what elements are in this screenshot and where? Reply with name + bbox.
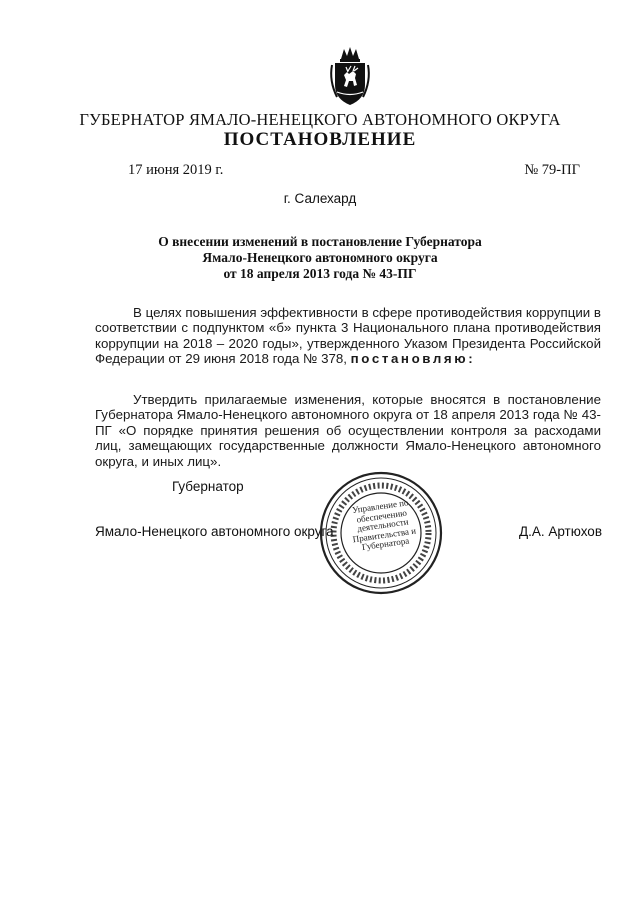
signatory-region: Ямало-Ненецкого автономного округа — [95, 524, 334, 539]
resolve-word: постановляю: — [350, 351, 476, 367]
title-line: О внесении изменений в постановление Губернатора — [158, 234, 482, 249]
title-line: от 18 апреля 2013 года № 43-ПГ — [223, 266, 417, 281]
signatory-title: Губернатор — [172, 479, 244, 494]
title-line: Ямало-Ненецкого автономного округа — [202, 250, 438, 265]
resolution-text: Утвердить прилагаемые изменения, которые вносятся в постановление Губернатора Ямало-Ненецкого автономного округа от 18 апреля 2013 года № 43-ПГ «О порядке принятия решения об осуществлении контроля за расходами лиц, замещающих государственные должности Ямало-Ненецкого автономного округа, и иных лиц». — [95, 392, 601, 469]
document-date: 17 июня 2019 г. — [128, 162, 224, 178]
document-title — [100, 234, 540, 282]
signatory-name: Д.А. Артюхов — [518, 524, 602, 539]
stamp-text: Управление по обеспечению деятельности Правительства и Губернатора — [351, 497, 417, 553]
resolution-paragraph — [95, 392, 601, 469]
document-type: ПОСТАНОВЛЕНИЕ — [223, 129, 417, 150]
preamble-paragraph — [95, 305, 601, 367]
preamble-text: В целях повышения эффективности в сфере противодействия коррупции в соответствии с подпунктом «б» пункта 3 Национального плана противодействия коррупции на 2018 – 2020 годы», утвержденного Указом Президента Российской Федерации от 29 июня 2018 года № 378, — [95, 305, 601, 367]
issue-city: г. Салехард — [283, 191, 357, 206]
yamal-coat-of-arms-icon — [327, 45, 373, 107]
document-number: № 79-ПГ — [524, 162, 580, 178]
issuing-authority: ГУБЕРНАТОР ЯМАЛО-НЕНЕЦКОГО АВТОНОМНОГО ОКРУГА — [79, 110, 561, 129]
